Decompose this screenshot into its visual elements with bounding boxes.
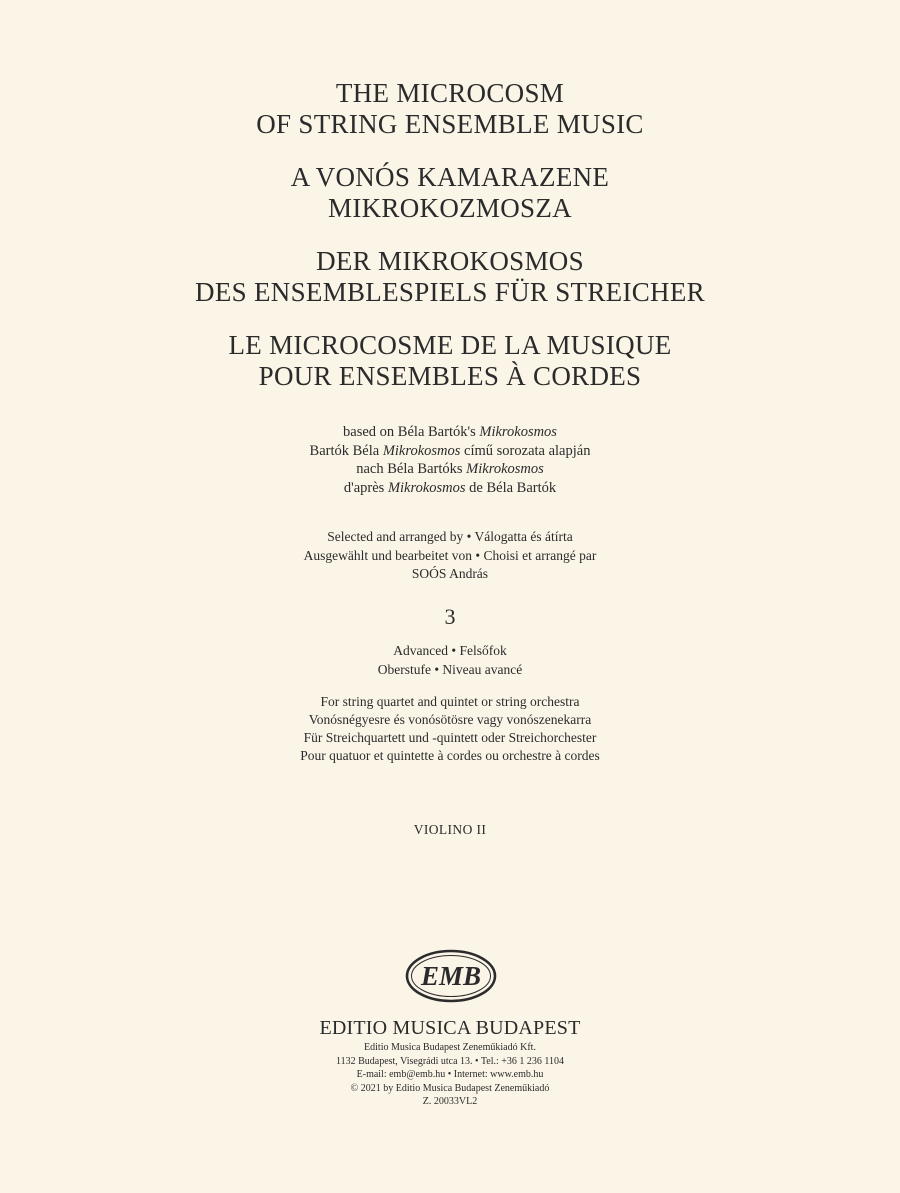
work-title: Mikrokosmos	[387, 479, 466, 496]
instrumentation-block	[0, 693, 900, 765]
instrumentation-line: For string quartet and quintet or string orchestra	[320, 694, 580, 709]
work-title: Mikrokosmos	[466, 461, 544, 477]
emb-logo	[405, 949, 497, 1003]
title-line: MIKROKOZMOSZA	[328, 193, 572, 223]
title-english	[0, 78, 900, 140]
based-on-text: című sorozata alapján	[460, 442, 591, 459]
level-block	[0, 642, 900, 679]
level-line: Advanced • Felsőfok	[393, 643, 507, 658]
part-name: VIOLINO II	[413, 822, 487, 837]
volume-number: 3	[444, 604, 456, 629]
title-line: LE MICROCOSME DE LA MUSIQUE	[228, 330, 672, 360]
based-on-text: de Béla Bartók	[465, 479, 557, 496]
title-line: THE MICROCOSM	[335, 78, 565, 108]
title-line: DER MIKROKOSMOS	[316, 246, 584, 276]
publisher-contact: E-mail: emb@emb.hu • Internet: www.emb.hu	[356, 1069, 544, 1081]
work-title: Mikrokosmos	[382, 442, 461, 459]
based-on-text: d'après	[343, 479, 388, 496]
arranged-by-line: Ausgewählt und bearbeitet von • Choisi et arrangé par	[303, 547, 597, 563]
publisher-name: EDITIO MUSICA BUDAPEST	[319, 1017, 581, 1039]
arranger-name: SOÓS András	[411, 566, 489, 581]
based-on-text: Bartók Béla	[309, 442, 383, 459]
title-french	[0, 330, 900, 392]
title-german	[0, 246, 900, 308]
title-line: A VONÓS KAMARAZENE	[290, 162, 610, 192]
based-on-english	[0, 423, 900, 442]
arranger-block	[0, 528, 900, 584]
copyright-notice: © 2021 by Editio Musica Budapest Zeneműkiadó	[350, 1082, 550, 1094]
publisher-details	[0, 1041, 900, 1109]
level-line: Oberstufe • Niveau avancé	[377, 661, 523, 677]
based-on-german	[0, 460, 900, 479]
catalog-number: Z. 20033VL2	[422, 1096, 478, 1108]
publisher-company: Editio Musica Budapest Zeneműkiadó Kft.	[364, 1042, 536, 1053]
publisher-address: 1132 Budapest, Visegrádi utca 13. • Tel.: +36 1 236 1104	[335, 1055, 565, 1067]
logo-text: EMB	[420, 961, 482, 991]
instrumentation-line: Für Streichquartett und -quintett oder Streichorchester	[303, 730, 597, 745]
title-block	[0, 78, 900, 414]
based-on-text: nach Béla Bartóks	[356, 461, 467, 477]
based-on-french	[0, 479, 900, 498]
instrumentation-line: Pour quatuor et quintette à cordes ou orchestre à cordes	[300, 748, 600, 763]
based-on-hungarian	[0, 442, 900, 461]
title-line: OF STRING ENSEMBLE MUSIC	[256, 109, 644, 139]
title-hungarian	[0, 162, 900, 224]
based-on-text: based on Béla Bartók's	[343, 424, 480, 440]
title-line: POUR ENSEMBLES À CORDES	[258, 361, 642, 391]
instrumentation-line: Vonósnégyesre és vonósötösre vagy vonószenekarra	[308, 712, 592, 727]
title-line: DES ENSEMBLESPIELS FÜR STREICHER	[195, 277, 705, 307]
work-title: Mikrokosmos	[479, 424, 557, 440]
arranged-by-line: Selected and arranged by • Válogatta és átírta	[327, 529, 573, 544]
based-on-block	[0, 423, 900, 497]
